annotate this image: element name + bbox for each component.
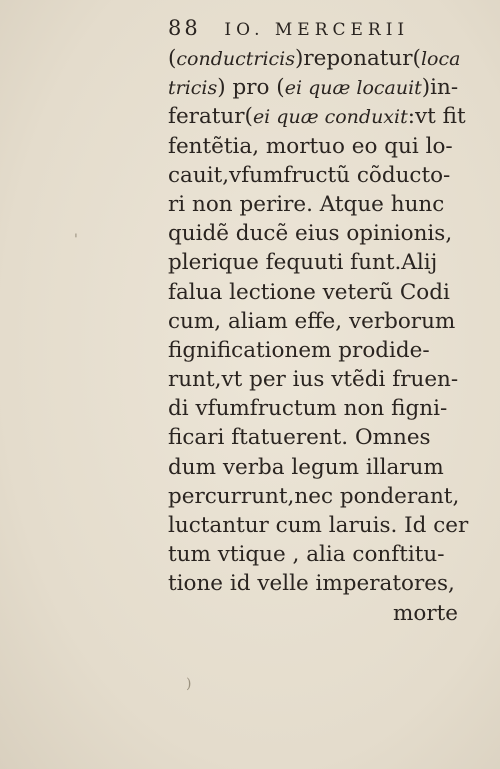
text-line bbox=[168, 132, 468, 161]
running-head: IO. MERCERII bbox=[224, 20, 410, 40]
text-segment: fentẽtia, mortuo eo qui lo- bbox=[168, 133, 453, 159]
text-segment: quidẽ ducẽ eius opinionis, bbox=[168, 221, 453, 247]
text-segment: tione id velle imperatores, bbox=[168, 571, 455, 597]
text-segment: cum, aliam effe, verborum bbox=[168, 308, 456, 334]
text-segment: tum vtique , alia conftitu- bbox=[168, 542, 445, 568]
text-segment: runt,vt per ius vtẽdi fruen- bbox=[168, 367, 459, 393]
margin-speck: ) bbox=[186, 676, 192, 692]
text-segment: fignificationem prodide- bbox=[168, 337, 430, 363]
text-line bbox=[168, 569, 468, 598]
text-line bbox=[168, 278, 468, 307]
text-segment: falua lectione veterũ Codi bbox=[168, 279, 450, 305]
text-segment: :vt fit bbox=[407, 104, 466, 130]
text-segment: plerique fequuti funt.Alij bbox=[168, 250, 438, 276]
text-segment: cauit,vfumfructũ cõducto- bbox=[168, 162, 451, 188]
italic-segment: loca bbox=[420, 48, 461, 70]
text-line bbox=[168, 190, 468, 219]
margin-speck: ' bbox=[74, 232, 78, 248]
text-segment: morte bbox=[393, 600, 458, 626]
text-segment: luctantur cum laruis. Id cer bbox=[168, 513, 469, 538]
text-line bbox=[168, 44, 468, 73]
italic-segment: ei quæ conduxit bbox=[252, 106, 408, 129]
text-line bbox=[168, 248, 468, 277]
text-line bbox=[168, 161, 468, 190]
text-line bbox=[168, 365, 468, 394]
text-line bbox=[168, 511, 468, 540]
text-segment: percurrunt,nec ponderant, bbox=[168, 483, 460, 509]
body-text bbox=[168, 44, 468, 628]
text-line bbox=[168, 219, 468, 248]
text-line bbox=[168, 73, 468, 102]
italic-segment: ei quæ locauit bbox=[284, 77, 422, 100]
text-segment: )reponatur( bbox=[295, 46, 421, 71]
text-segment: feratur( bbox=[168, 104, 253, 130]
text-segment: di vfumfructum non figni- bbox=[168, 396, 448, 422]
text-line bbox=[168, 336, 468, 365]
text-segment: ) pro ( bbox=[217, 75, 285, 101]
italic-segment: tricis bbox=[168, 77, 218, 100]
page-number: 88 bbox=[168, 16, 201, 40]
text-line bbox=[168, 599, 468, 628]
text-line bbox=[168, 423, 468, 452]
text-segment: dum verba legum illarum bbox=[168, 454, 444, 480]
text-line bbox=[168, 540, 468, 569]
page-header bbox=[168, 16, 409, 40]
text-segment: ( bbox=[168, 46, 177, 71]
text-segment: )in- bbox=[421, 75, 459, 101]
text-segment: ri non perire. Atque hunc bbox=[168, 191, 445, 217]
text-line bbox=[168, 307, 468, 336]
text-line bbox=[168, 394, 468, 423]
text-line bbox=[168, 102, 468, 131]
text-line bbox=[168, 453, 468, 482]
text-line bbox=[168, 482, 468, 511]
italic-segment: conductricis bbox=[176, 48, 296, 70]
text-segment: ficari ftatuerent. Omnes bbox=[168, 425, 431, 451]
